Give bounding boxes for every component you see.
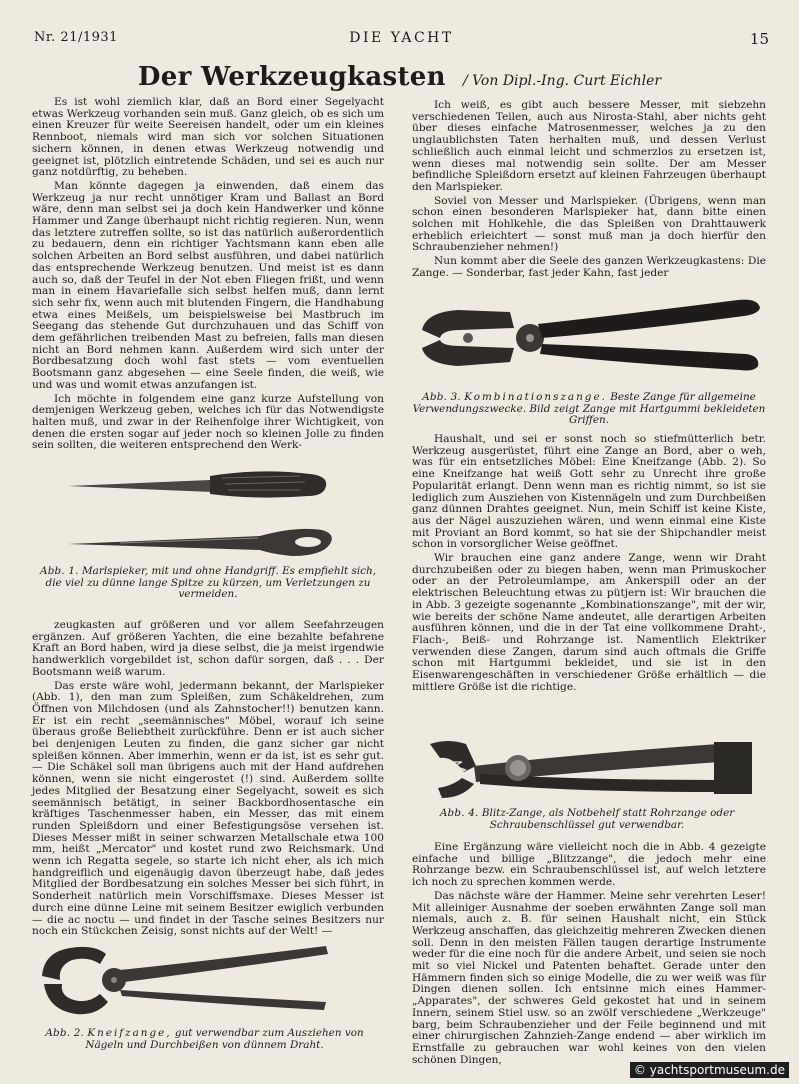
- paragraph: Eine Ergänzung wäre vielleicht noch die in Abb. 4 gezeigte einfache und billige „Blitzzange", die jedoch mehr eine Rohrzange bezw. ein Schraubenschlüssel ist, auf welch letztere ich noch zu sprechen kommen werde.: [412, 841, 766, 889]
- caption-label: Abb. 4.: [439, 807, 479, 819]
- paragraph: Ich möchte in folgendem eine ganz kurze Aufstellung von demjenigen Werkzeug geben, welches ich für das Notwendigste halten muß, und zwar in der Reihenfolge ihrer Wichtigkeit, von denen die ersten sogar auf jeder noch so kleinen Jolle zu finden sein sollten, die weiteren entsprechend den Werk-: [32, 392, 384, 452]
- caption-label: Abb. 1.: [39, 565, 79, 577]
- paragraph: Ich weiß, es gibt auch bessere Messer, mit siebzehn verschiedenen Teilen, auch aus Nirosta-Stahl, aber nichts geht über dieses einfache Matrosenmesser, welches ja zu den unglaublichsten Taten herhalten muß, und dessen Verlust schließlich auch einmal leicht und schmerzlos zu ersetzen ist, wenn dieses mal notwendig sein sollte. Der am Messer befindliche Spleißdorn ersetzt auf kleinen Fahrzeugen überhaupt den Marlspieker.: [412, 99, 766, 193]
- text-column-right-bottom: [412, 841, 766, 1066]
- issue-number: Nr. 21/1931: [34, 30, 118, 45]
- paragraph: Man könnte dagegen ja einwenden, daß einem das Werkzeug ja nur recht unnötiger Kram und Ballast an Bord wäre, denn man selbst sei ja doch kein Handwerker und könne Hammer und Zange überhaupt nicht richtig regieren. Nun, wenn das letztere zutreffen sollte, so ist das natürlich außerordentlich zu bedauern, denn ein richtiger Yachtsmann kann eben alle solchen Arbeiten an Bord selbst ausführen, und dabei natürlich das entsprechende Werkzeug benutzen. Und meist ist es dann auch so, daß der Teufel in der Not eben Fliegen frißt, und wenn man in einem Havariefalle sich selbst helfen muß, dann lernt sich sehr fix, wenn auch mit blutenden Fingern, die Handhabung etwa eines Meißels, um beispielsweise bei Mastbruch im Seegang das stehende Gut durchzuhauen und das Schiff von dem gefährlichen treibenden Mast zu befreien, falls man diesen nicht an Bord nehmen kann. Außerdem wird sich unter der Bordbesatzung doch wohl fast stets — vom eventuellen Bootsmann ganz abgesehen — eine Seele finden, die weiß, wie und was und womit etwas anzufangen ist.: [32, 179, 384, 391]
- marlspieker-without-handle: [68, 529, 332, 556]
- caption-label: Abb. 3.: [422, 391, 461, 403]
- text-column-right-top: [412, 100, 766, 292]
- paragraph: Das erste wäre wohl, jedermann bekannt, der Marlspieker (Abb. 1), den man zum Spleißen, zum Schäkeldrehen, zum Öffnen von Milchdosen (und als Zahnstocher!!) benutzen kann. Er ist ein recht „seemännisches" Möbel, worauf ich seine überaus große Beliebtheit zurückführe. Denn er ist auch sicher bei denjenigen Leuten zu finden, die ganz sicher gar nicht spleißen können. Aber immerhin, wenn er da ist, ist es sehr gut. — Die Schäkel soll man übrigens auch mit der Hand aufdrehen können, wenn sie nicht eingerostet (!) sind. Außerdem sollte jedes Mitglied der Besatzung einer Segelyacht, soweit es sich seemännisch betätigt, in seiner Backbordhosentasche ein kräftiges Taschenmesser haben, ein Messer, das mit einem runden Spleißdorn und einer Befestigungsöse versehen ist. Dieses Messer mißt in seiner schwarzen Metallschale etwa 100 mm, heißt „Mercator" und kostet rund zwo Reichsmark. Und wenn ich Regatta segele, so starte ich nicht eher, als ich mich handgreiflich und eigenäugig davon überzeugt habe, daß jedes Mitglied der Bordbesatzung ein solches Messer bei sich führt, in Sonderheit natürlich mein Vorschiffsmaxe. Dieses Messer ist durch eine dünne Leine mit seinem Besitzer ewiglich verbunden — die ac noctu — und findet in der Tasche seines Besitzers nur noch ein Stückchen Zeisig, sonst nichts auf der Welt! —: [32, 679, 384, 938]
- paragraph: Es ist wohl ziemlich klar, daß an Bord einer Segelyacht etwas Werkzeug vorhanden sein muß. Ganz gleich, ob es sich um einen Kreuzer für weite Seereisen handelt, oder um ein kleines Rennboot, niemals wird man sich vor solchen Situationen sichern können, in denen etwas Werkzeug notwendig und geeignet ist, plötzlich eintretende Schäden, und sei es auch nur ganz notdürftig, zu beheben.: [32, 96, 384, 179]
- text-column-left-top: [32, 97, 384, 459]
- magazine-title: DIE YACHT: [349, 30, 454, 46]
- caption-text: Blitz-Zange, als Notbehelf statt Rohrzange oder Schraubenschlüssel gut verwendbar.: [481, 807, 735, 831]
- paragraph: Wir brauchen eine ganz andere Zange, wenn wir Draht durchzubeißen oder zu biegen haben, wenn man Primuskocher oder an der Petroleumlampe, am Ankerspill oder an der elektrischen Beleuchtung etwas zu pütjern ist: Wir brauchen die in Abb. 3 gezeigte sogenannte „Kombinationszange", mit der wir, wie bereits der schöne Name andeutet, alle derartigen Arbeiten ausführen können, und die in der Tat eine vollkommene Draht-, Flach-, Beiß- und Rohrzange ist. Namentlich Elektriker verwenden diese Zangen, darum sind auch oftmals die Griffe schon mit Hartgummi bekleidet, und sie ist in den Eisenwarengeschäften in verschiedener Größe erhältlich — die mittlere Größe ist die richtige.: [412, 552, 766, 693]
- caption-text: gut verwendbar zum Ausziehen von Nägeln und Durchbeißen von dünnem Draht.: [85, 1027, 364, 1051]
- page-number: 15: [749, 30, 769, 48]
- caption-text: Marlspieker, mit und ohne Handgriff. Es empfiehlt sich, die viel zu dünne lange Spitze zu kürzen, um Verletzungen zu vermeiden.: [45, 565, 376, 600]
- figure-caption-abb4: [408, 808, 766, 831]
- paragraph: Haushalt, und sei er sonst noch so stiefmütterlich betr. Werkzeug ausgerüstet, führt eine Zange an Bord, aber o weh, was für ein entsetzliches Möbel: Eine Kneifzange (Abb. 2). So eine Kneifzange hat weiß Gott sehr zu Unrecht ihre große Popularität erlangt. Denn wenn man es richtig nimmt, so ist sie lediglich zum Ausziehen von Kistennägeln und zum Durchbeißen ganz dünnen Drahtes geeignet. Nun, mein Schiff ist keine Kiste, aus der Nägel auszuziehen wären, und wenn einmal eine Kiste mit Proviant an Bord kommt, so hat sie der Shipchandler meist schon in vorsorglicher Weise geöffnet.: [412, 433, 766, 551]
- caption-label: Abb. 2.: [45, 1027, 85, 1039]
- blitzzange-illustration: [418, 732, 764, 804]
- kombinationszange-illustration: [418, 294, 764, 390]
- paragraph: zeugkasten auf größeren und vor allem Seefahrzeugen ergänzen. Auf größeren Yachten, die eine bezahlte befahrene Kraft an Bord haben, wird ja diese selbst, die ja meist irgendwie handwerklich vorgebildet ist, schon dafür sorgen, daß . . . Der Bootsmann weiß warum.: [32, 619, 384, 678]
- article-byline: / Von Dipl.-Ing. Curt Eichler: [462, 73, 662, 89]
- caption-term: Kneifzange,: [87, 1027, 172, 1039]
- paragraph: Das nächste wäre der Hammer. Meine sehr verehrten Leser! Mit alleiniger Ausnahme der soeben erwähnten Zange soll man niemals, auch z. B. für seinen Haushalt nicht, ein Stück Werkzeug anschaffen, das gleichzeitig mehreren Zwecken dienen soll. Denn in den meisten Fällen taugen derartige Instrumente weder für die eine noch für die andere Arbeit, und seien sie noch mit so viel Nickel und Patenten behaftet. Gerade unter den Hämmern finden sich so einige Modelle, die zu wer weiß was für Dingen dienen sollen. Ich entsinne mich eines Hammer-„Apparates", der schweres Geld gekostet hat und in seinem Innern, seinem Stiel usw. so an zwölf verschiedene „Werkzeuge" barg, beim Schraubenzieher und der Feile beginnend und mit einer chirurgischen Zahnzieh-Zange endend — aber wirklich im Ernstfalle zu gebrauchen war wohl keines von den vielen schönen Dingen,: [412, 889, 766, 1066]
- page-header: [34, 30, 769, 50]
- marlspieker-illustration: [60, 464, 360, 562]
- paragraph: Nun kommt aber die Seele des ganzen Werkzeugkastens: Die Zange. — Sonderbar, fast jeder Kahn, fast jeder: [412, 255, 766, 279]
- paragraph: Soviel von Messer und Marlspieker. (Übrigens, wenn man schon einen besonderen Marlspieker hat, dann bitte einen solchen mit Hohlkehle, die das Spleißen von Drahttauwerk erheblich erleichtert — sonst muß man ja doch hierfür den Schraubenzieher nehmen!): [412, 194, 766, 254]
- article-title: Der Werkzeugkasten: [137, 62, 446, 92]
- figure-caption-abb3: [412, 392, 766, 427]
- marlspieker-with-handle: [68, 471, 326, 497]
- text-column-right-middle: [412, 434, 766, 724]
- source-watermark: © yachtsportmuseum.de: [630, 1062, 789, 1078]
- figure-caption-abb2: [32, 1028, 377, 1051]
- caption-term: Kombinationszange.: [464, 391, 607, 403]
- article-heading: [0, 62, 799, 92]
- figure-caption-abb1: [32, 566, 384, 601]
- caption-text: Beste Zange für allgemeine Verwendungszwecke. Bild zeigt Zange mit Hartgummi bekleideten Griffen.: [412, 391, 766, 426]
- kneifzange-illustration: [34, 940, 334, 1028]
